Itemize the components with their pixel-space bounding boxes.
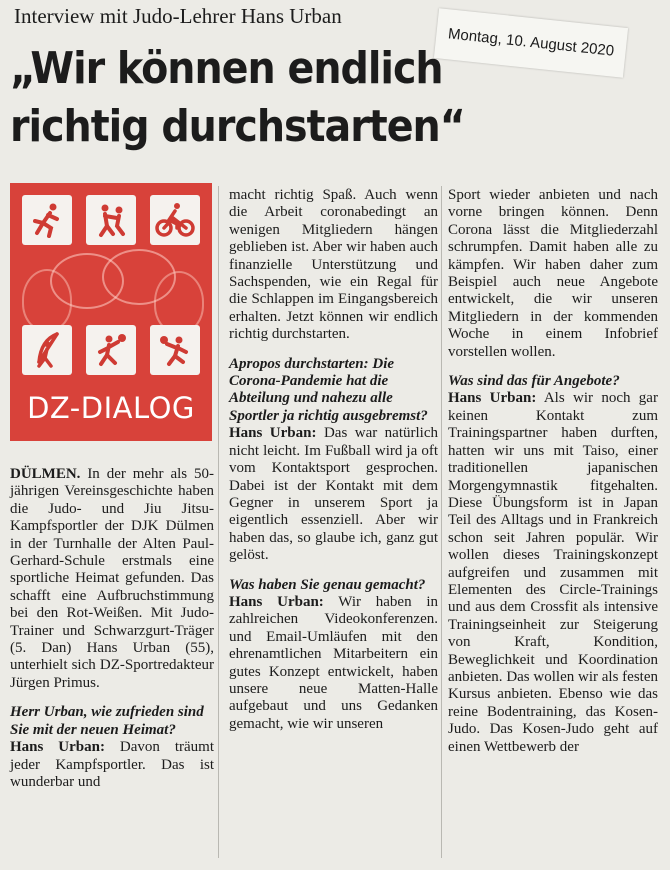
running-icon <box>22 195 72 245</box>
answer-text: Davon träumt jeder Kampfsportler. Das ist wunderbar und <box>10 739 214 790</box>
article-column-3 <box>448 187 658 756</box>
archery-icon <box>22 325 72 375</box>
logo-label: DZ-DIALOG <box>27 391 195 425</box>
answer <box>229 594 438 733</box>
column-divider <box>218 186 219 858</box>
face-sketch <box>22 269 72 331</box>
answer-text: Wir haben in zahlreichen Videokonferenzen. und Email-Umläufen mit den ehrenamtlichen Mitarbeitern ein gutes Konzept entwickelt, haben unsere neue Matten-Halle aufgebaut und uns Gedanken gemacht, wie wir unseren <box>229 593 438 732</box>
answer <box>10 739 214 791</box>
answer-text: Sport wieder anbieten und nach vorne bringen können. Denn Corona lässt die Mitgliederzahl schrumpfen. Damit haben alle zu kämpfen. Wir haben daher zum Beispiel auch neue Angebote entwickelt, die wir unseren Mitgliedern in der kommenden Woche in einem Infobrief vorstellen wollen. <box>448 187 658 360</box>
answer <box>448 390 658 756</box>
article-column-2 <box>229 187 438 733</box>
headline-line-1: „Wir können endlich <box>10 43 443 94</box>
question: Herr Urban, wie zufrieden sind Sie mit der neuen Heimat? <box>10 704 204 738</box>
kicker: Interview mit Judo-Lehrer Hans Urban <box>14 4 342 28</box>
face-sketch <box>154 271 204 333</box>
answer-text: Als wir noch gar keinen Kontakt zum Trainingspartner haben durften, hatten wir uns mit Taiso, einer traditionellen japanischen Morgengymnastik fitgehalten. Diese Übungsform ist in Japan Teil des Alltags und in Frankreich schon seit Jahren populär. Wir wollen dieses Trainingskonzept aufgreifen und zusammen mit Elementen des Circle-Trainings und aus dem Crossfit als intensive Trainingseinheit zur Steigerung von Kraft, Kondition, Beweglichkeit und Koordination anbieten. Das wollen wir als festen Kursus anbieten. Ebenso wie das reine Bodentraining, das Kosen-Judo. Das Kosen-Judo geht auf einen Wettbewerb der <box>448 390 658 755</box>
dz-dialog-logo <box>10 183 212 441</box>
answer <box>229 425 438 564</box>
speaker-label: Hans Urban: <box>448 390 537 407</box>
question: Was haben Sie genau gemacht? <box>229 576 426 593</box>
intro-text: In der mehr als 50-jährigen Vereinsgeschichte haben die Judo- und Jiu Jitsu-Kampfsportler der DJK Dülmen in der Turnhalle der Alten Paul-Gerhard-Schule erstmals eine sportliche Heimat gefunden. Das schafft eine Aufbruchstimmung bei den Rot-Weißen. Mit Judo-Trainer und Schwarzgurt-Träger (5. Dan) Hans Urban (55), unterhielt sich DZ-Sportredakteur Jürgen Primus. <box>10 466 214 691</box>
speaker-label: Hans Urban: <box>229 593 324 610</box>
headline-line-2: richtig durchstarten“ <box>10 101 465 152</box>
speaker-label: Hans Urban: <box>229 425 317 442</box>
headline <box>10 40 510 156</box>
handball-icon <box>86 325 136 375</box>
judo-icon <box>86 195 136 245</box>
intro-paragraph <box>10 466 214 692</box>
answer-text: Das war natürlich nicht leicht. Im Fußball wird ja oft vom Kontaktsport gesprochen. Dabei ist der Kontakt mit dem Gegner in unserem Sport ja eigentlich essenziell. Aber wir haben das, so glaube ich, ganz gut gelöst. <box>229 425 438 564</box>
column-divider <box>441 186 442 858</box>
article-column-1 <box>10 466 214 791</box>
volleyball-icon <box>150 325 200 375</box>
question: Apropos durchstarten: Die Corona-Pandemie hat die Abteilung und nahezu alle Sportler ja richtig ausgebremst? <box>229 355 428 424</box>
question: Was sind das für Angebote? <box>448 373 620 390</box>
answer-text: macht richtig Spaß. Auch wenn die Arbeit coronabedingt an wenigen Mitgliedern hängen geblieben ist. Aber wir haben auch finanzielle Unterstützung und Sachspenden, wie ein Regal für die Schlappen im Eingangsbereich erhalten. Jetzt können wir endlich richtig durchstarten. <box>229 187 438 343</box>
speaker-label: Hans Urban: <box>10 739 105 756</box>
cycling-icon <box>150 195 200 245</box>
date-note: Montag, 10. August 2020 <box>434 8 628 78</box>
dateline: DÜLMEN. <box>10 466 81 482</box>
